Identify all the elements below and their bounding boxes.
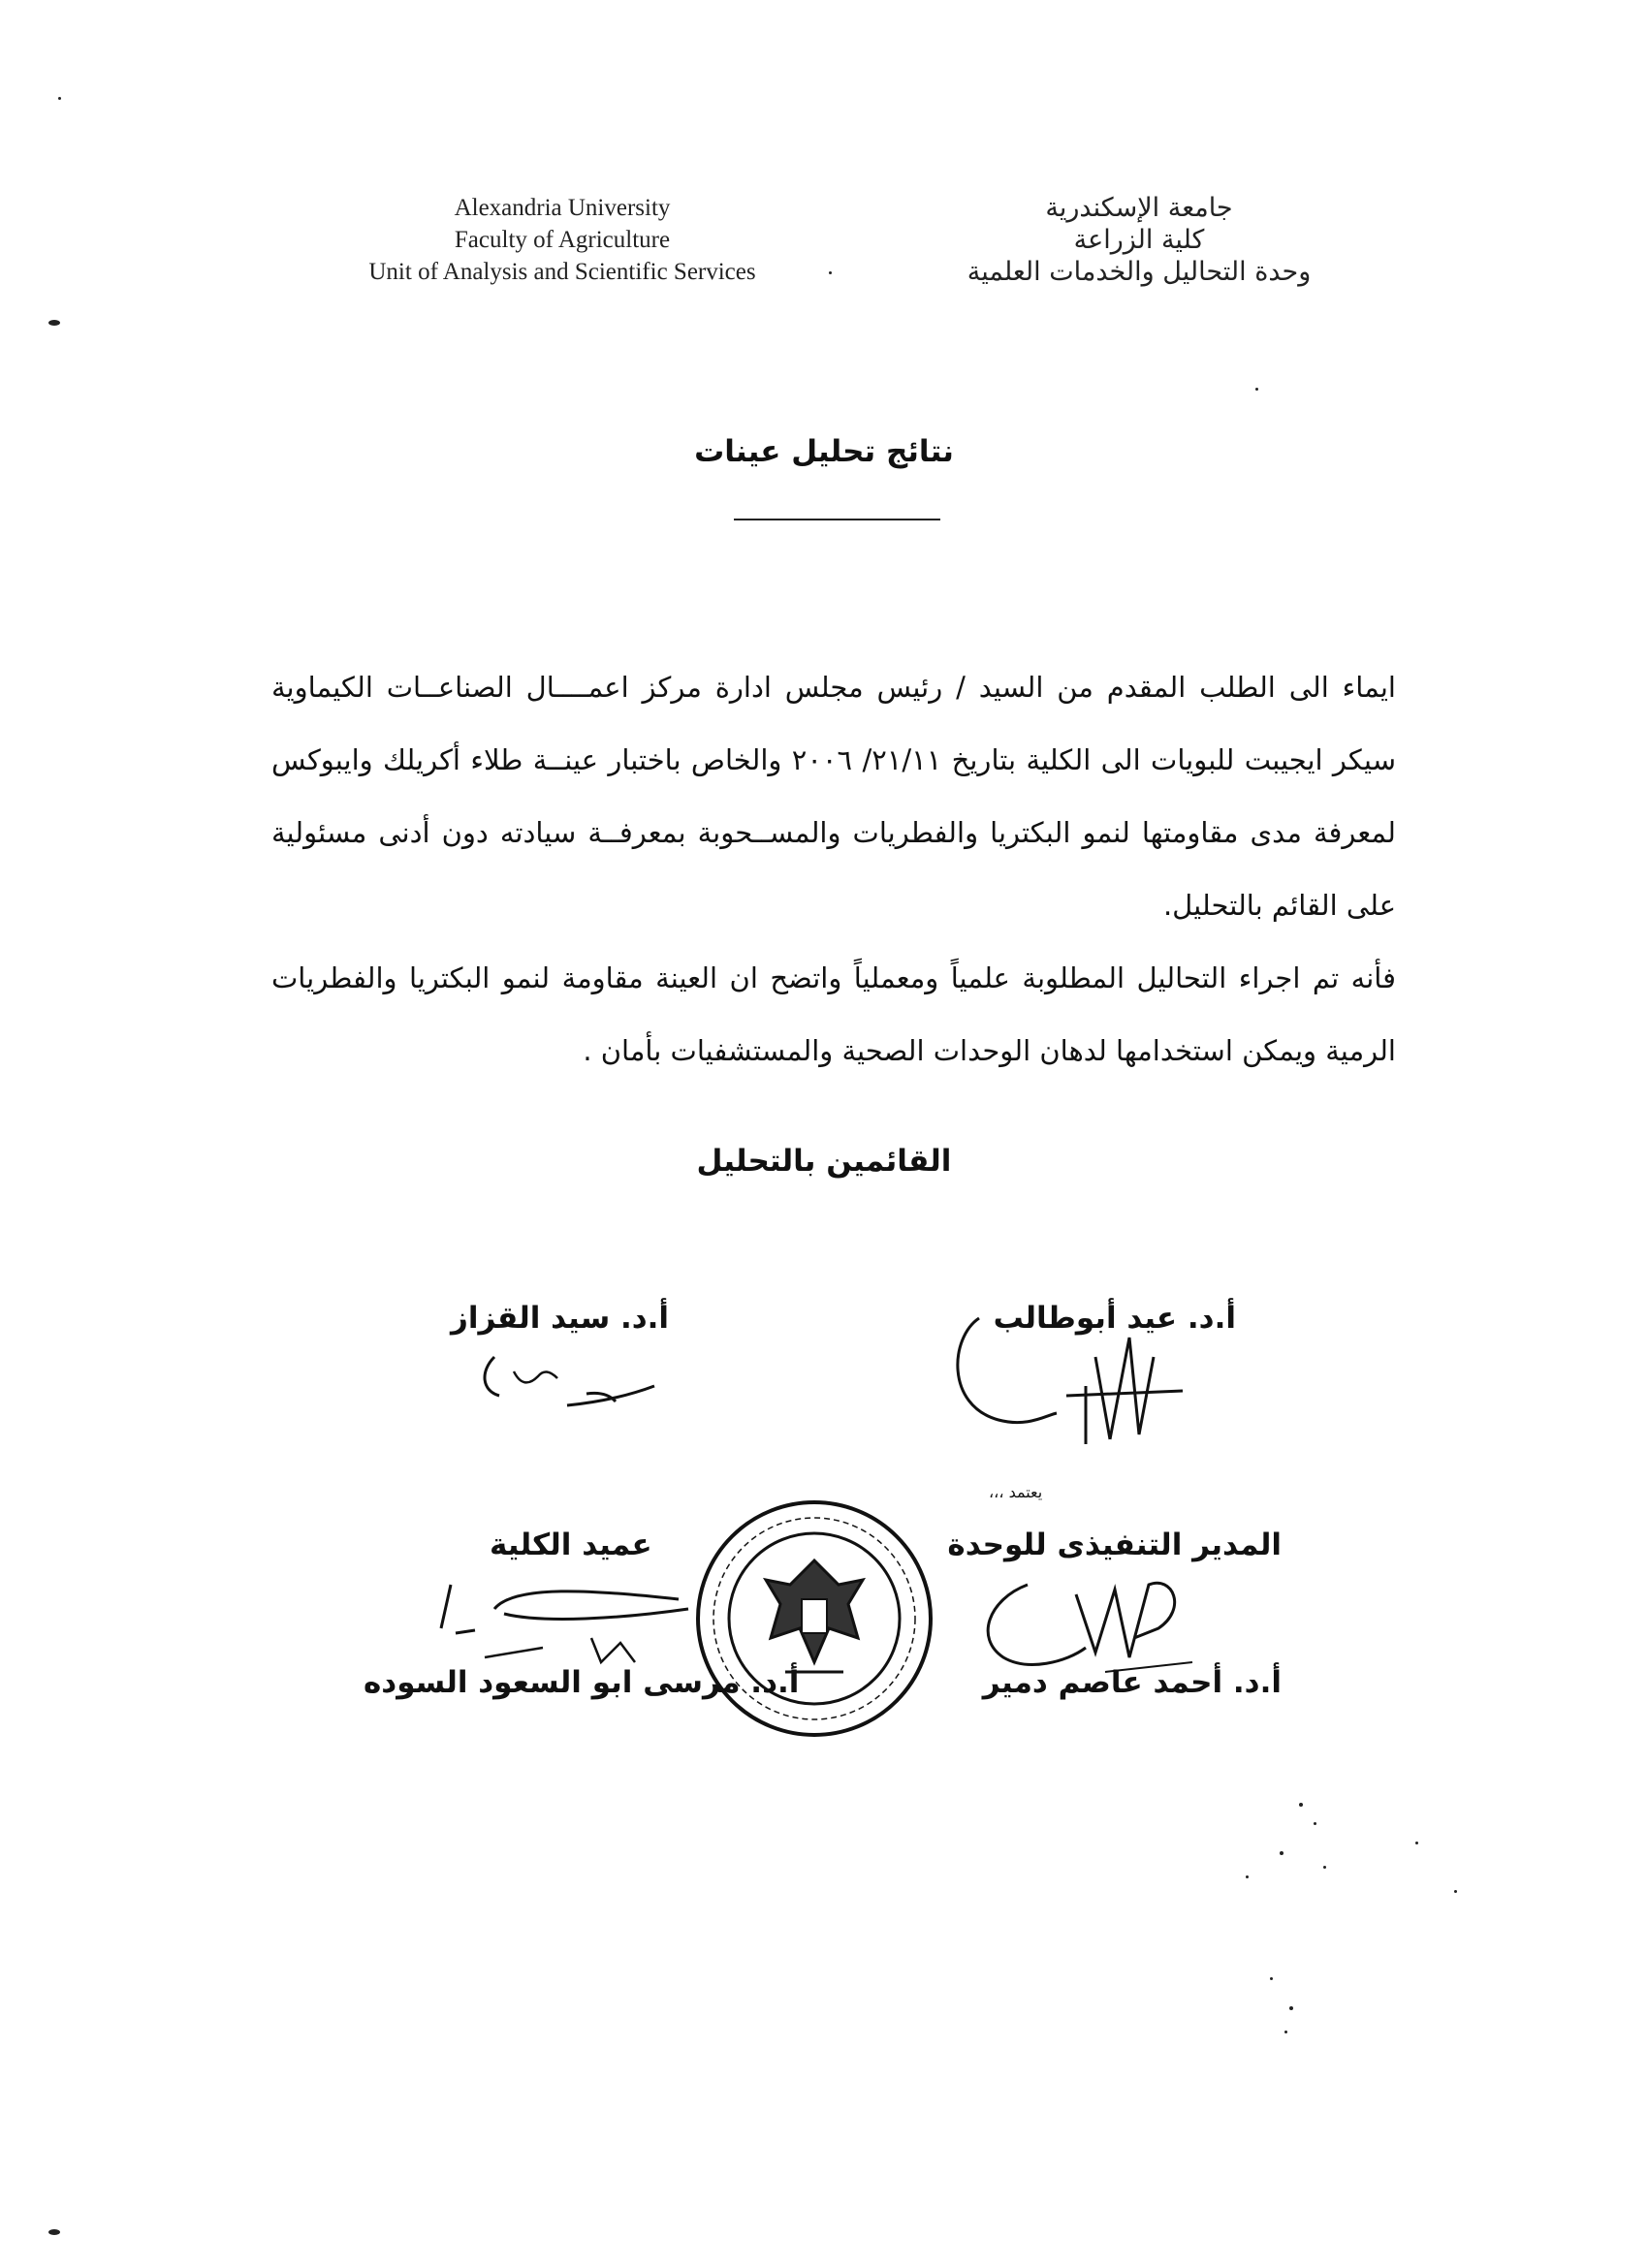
executive-director-name: أ.د. أحمد عاصم دمير xyxy=(982,1665,1282,1700)
scan-speck xyxy=(48,2229,60,2235)
scan-speck xyxy=(1246,1875,1249,1878)
left-analyst-signature xyxy=(470,1347,674,1425)
left-analyst-name: أ.د. سيد القزاز xyxy=(451,1301,670,1336)
unit-name-ar: وحدة التحاليل والخدمات العلمية xyxy=(967,257,1312,287)
scan-speck xyxy=(829,271,832,274)
scan-speck xyxy=(1255,388,1258,391)
scan-speck xyxy=(1270,1977,1273,1980)
scan-speck xyxy=(1284,2031,1287,2033)
analysts-heading: القائمين بالتحليل xyxy=(696,1144,952,1179)
title-underline xyxy=(734,519,940,520)
document-title: نتائج تحليل عينات xyxy=(694,434,954,469)
dean-name: أ.د. مرسى ابو السعود السوده xyxy=(364,1665,800,1700)
arabic-letterhead xyxy=(931,192,1347,288)
document-body xyxy=(271,651,1396,1087)
right-analyst-signature xyxy=(940,1299,1192,1454)
faculty-seal-stamp xyxy=(688,1493,940,1745)
scan-speck xyxy=(1289,2006,1293,2010)
unit-name-en: Unit of Analysis and Scientific Services xyxy=(368,259,756,285)
executive-director-title: المدير التنفيذى للوحدة xyxy=(947,1528,1282,1562)
university-name-en: Alexandria University xyxy=(454,195,671,221)
scan-speck xyxy=(1454,1890,1457,1893)
paragraph-request: ايماء الى الطلب المقدم من السيد / رئيس مجلس ادارة مركز اعمــــال الصناعــات الكيماوية سيكر ايجيبت للبويات الى الكلية بتاريخ ٢١/١١/ ٢٠٠٦ والخاص باختبار عينــة طلاء أكريلك وايبوكس لمعرفة مدى مقاومتها لنمو البكتريا والفطريات والمســحوبة بمعرفــة سيادته دون أدنى مسئولية على القائم بالتحليل. xyxy=(271,671,1396,922)
scan-speck xyxy=(1415,1842,1418,1844)
scan-speck xyxy=(58,97,61,100)
faculty-name-ar: كلية الزراعة xyxy=(1073,225,1205,255)
right-analyst-name: أ.د. عيد أبوطالب xyxy=(993,1301,1236,1336)
university-name-ar: جامعة الإسكندرية xyxy=(1045,193,1233,223)
scan-speck xyxy=(1280,1851,1284,1855)
paragraph-result: فأنه تم اجراء التحاليل المطلوبة علمياً ومعملياً واتضح ان العينة مقاومة لنمو البكتريا والفطريات الرمية ويمكن استخدامها لدهان الوحدات الصحية والمستشفيات بأمان . xyxy=(271,961,1396,1067)
scan-speck xyxy=(48,320,60,326)
faculty-name-en: Faculty of Agriculture xyxy=(454,227,671,253)
scan-speck xyxy=(1323,1866,1326,1869)
scan-speck xyxy=(1299,1803,1303,1807)
scan-speck xyxy=(1314,1822,1316,1825)
approval-note: يعتمد ،،، xyxy=(989,1483,1043,1501)
dean-title: عميد الكلية xyxy=(490,1528,652,1562)
english-letterhead xyxy=(291,192,834,288)
